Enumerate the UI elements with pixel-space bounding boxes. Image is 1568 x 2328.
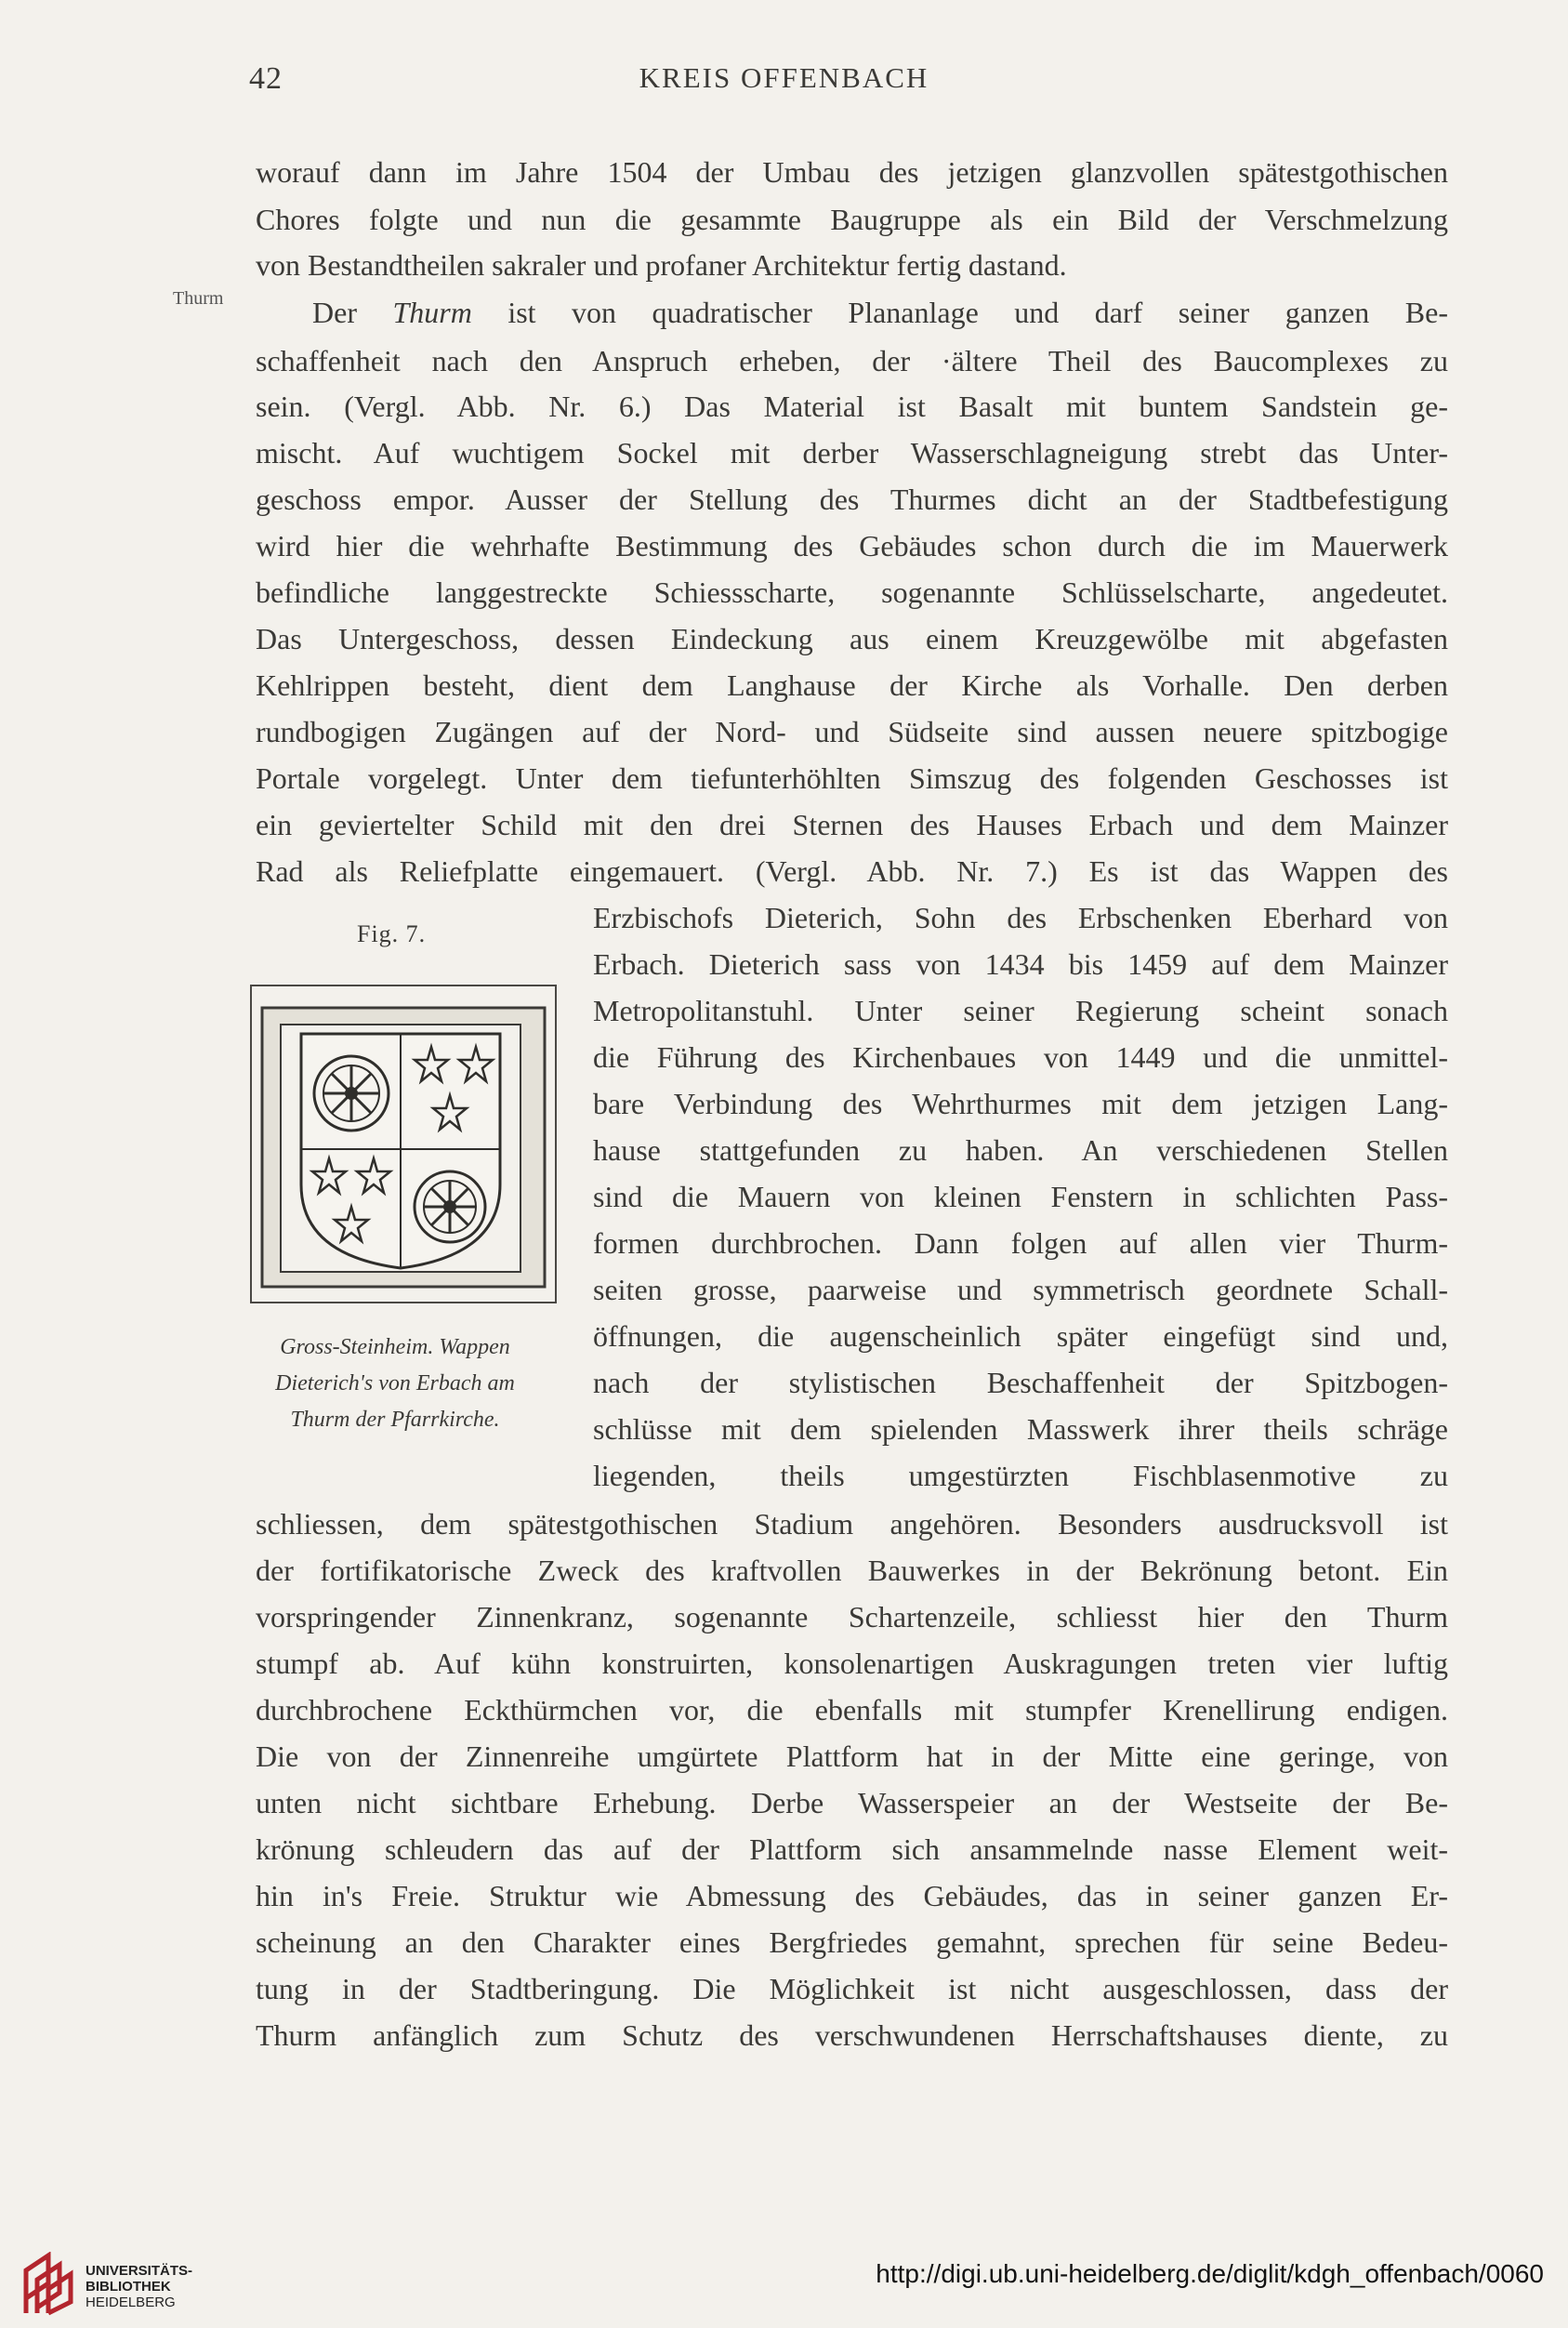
text-line: Erbach. Dieterich sass von 1434 bis 1459 auf dem Mainzer [593,947,1448,981]
text-line: schliessen, dem spätestgothischen Stadium angehören. Besonders ausdrucksvoll ist [256,1507,1448,1541]
italic-term: Thurm [392,296,472,329]
text-line: sein. (Vergl. Abb. Nr. 6.) Das Material ist Basalt mit buntem Sandstein ge- [256,390,1448,423]
text-line: unten nicht sichtbare Erhebung. Derbe Wasserspeier an der Westseite der Be- [256,1786,1448,1819]
text-line: rundbogigen Zugängen auf der Nord- und Südseite sind aussen neuere spitzbogige [256,715,1448,748]
text-line: wird hier die wehrhafte Bestimmung des Gebäudes schon durch die im Mauerwerk [256,529,1448,562]
text-line: die Führung des Kirchenbaues von 1449 und die unmittel- [593,1040,1448,1074]
library-logo-icon [20,2252,74,2317]
text-line: bare Verbindung des Wehrthurmes mit dem jetzigen Lang- [593,1087,1448,1120]
text-line: Thurm anfänglich zum Schutz des verschwundenen Herrschaftshauses diente, zu [256,2018,1448,2052]
library-name-line: UNIVERSITÄTS- [86,2263,193,2279]
text-line: seiten grosse, paarweise und symmetrisch geordnete Schall- [593,1273,1448,1306]
figure-coat-of-arms [249,984,558,1304]
running-head: KREIS OFFENBACH [639,61,929,94]
text-line: geschoss empor. Ausser der Stellung des Thurmes dicht an der Stadtbefestigung [256,483,1448,516]
text-line: mischt. Auf wuchtigem Sockel mit derber Wasserschlagneigung strebt das Unter- [256,436,1448,470]
library-name-line: BIBLIOTHEK [86,2279,171,2295]
text-line: Kehlrippen besteht, dient dem Langhause der Kirche als Vorhalle. Den derben [256,668,1448,702]
text-line: durchbrochene Eckthürmchen vor, die ebenfalls mit stumpfer Krenellirung endigen. [256,1693,1448,1726]
figure-caption-line: Gross-Steinheim. Wappen [280,1335,510,1359]
text-line: tung in der Stadtberingung. Die Möglichkeit ist nicht ausgeschlossen, dass der [256,1972,1448,2005]
text-line: Metropolitanstuhl. Unter seiner Regierung scheint sonach [593,994,1448,1027]
text-line: ein geviertelter Schild mit den drei Sternen des Hauses Erbach und dem Mainzer [256,808,1448,841]
text-line: hause stattgefunden zu haben. An verschiedenen Stellen [593,1133,1448,1167]
figure-label: Fig. 7. [357,920,427,947]
text-line: sind die Mauern von kleinen Fenstern in schlichten Pass- [593,1180,1448,1213]
coat-of-arms-illustration [249,984,558,1304]
page-number: 42 [249,61,283,96]
text-line: stumpf ab. Auf kühn konstruirten, konsolenartigen Auskragungen treten vier luftig [256,1647,1448,1680]
margin-note: Thurm [173,288,224,309]
source-url-link[interactable]: http://digi.ub.uni-heidelberg.de/diglit/kdgh_offenbach/0060 [876,2259,1544,2288]
text-line: Chores folgte und nun die gesammte Baugruppe als ein Bild der Verschmelzung [256,203,1448,236]
text-line: Das Untergeschoss, dessen Eindeckung aus einem Kreuzgewölbe mit abgefasten [256,622,1448,655]
text-line: von Bestandtheilen sakraler und profaner Architektur fertig dastand. [256,248,1067,282]
text-line: liegenden, theils umgestürzten Fischblasenmotive zu [593,1459,1448,1492]
text-line: Rad als Reliefplatte eingemauert. (Vergl. Abb. Nr. 7.) Es ist das Wappen des [256,854,1448,888]
text-line: der fortifikatorische Zweck des kraftvollen Bauwerkes in der Bekrönung betont. Ein [256,1554,1448,1587]
text-line: vorspringender Zinnenkranz, sogenannte Schartenzeile, schliesst hier den Thurm [256,1600,1448,1634]
text-line [312,291,1448,334]
text-line: hin in's Freie. Struktur wie Abmessung des Gebäudes, das in seiner ganzen Er- [256,1879,1448,1912]
text-line: Die von der Zinnenreihe umgürtete Plattform hat in der Mitte eine geringe, von [256,1739,1448,1773]
text-line: worauf dann im Jahre 1504 der Umbau des jetzigen glanzvollen spätestgothischen [256,155,1448,189]
text-line: öffnungen, die augenscheinlich später eingefügt sind und, [593,1319,1448,1353]
text-fragment: Der [312,296,393,329]
library-name [86,2263,192,2310]
library-name-line: HEIDELBERG [86,2295,176,2310]
figure-caption-line: Dieterich's von Erbach am [275,1371,515,1395]
figure-caption-line: Thurm der Pfarrkirche. [290,1408,500,1432]
text-line: formen durchbrochen. Dann folgen auf allen vier Thurm- [593,1226,1448,1260]
text-line: krönung schleudern das auf der Plattform sich ansammelnde nasse Element weit- [256,1832,1448,1866]
text-line: Portale vorgelegt. Unter dem tiefunterhöhlten Simszug des folgenden Geschosses ist [256,761,1448,795]
text-line: befindliche langgestreckte Schiessscharte, sogenannte Schlüsselscharte, angedeutet. [256,575,1448,609]
text-line: schaffenheit nach den Anspruch erheben, der ·ältere Theil des Baucomplexes zu [256,344,1448,377]
text-line: nach der stylistischen Beschaffenheit der Spitzbogen- [593,1366,1448,1399]
text-line: Erzbischofs Dieterich, Sohn des Erbschenken Eberhard von [593,901,1448,934]
text-fragment: ist von quadratischer Plananlage und darf seiner ganzen Be- [507,296,1449,329]
text-line: scheinung an den Charakter eines Bergfriedes gemahnt, sprechen für seine Bedeu- [256,1925,1448,1959]
text-line: schlüsse mit dem spielenden Masswerk ihrer theils schräge [593,1412,1448,1446]
